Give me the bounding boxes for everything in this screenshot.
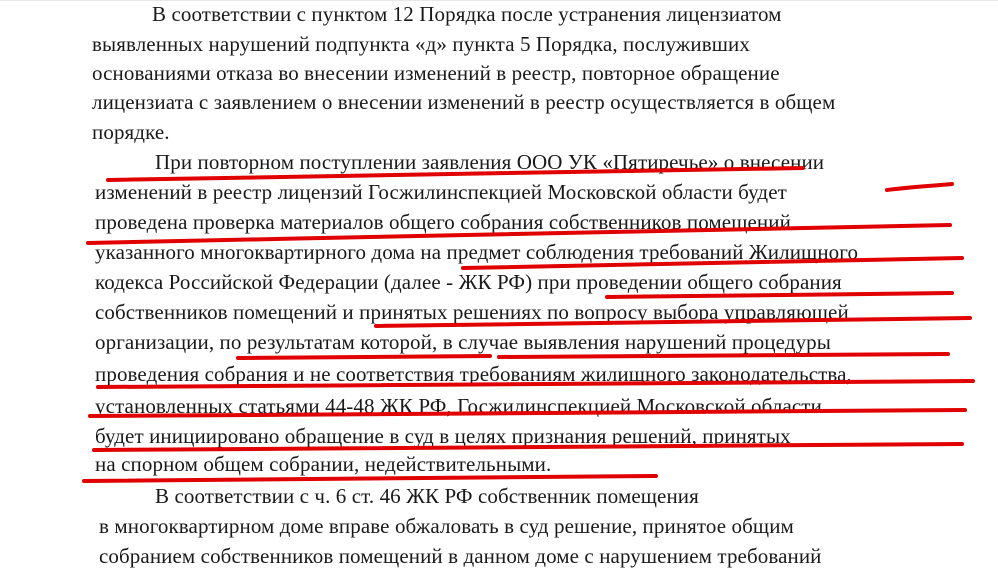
paragraph-1-line-5: порядке. <box>92 120 170 144</box>
underline-12 <box>84 476 656 481</box>
paragraph-3-line-3: собранием собственников помещений в данном доме с нарушением требований <box>99 544 822 568</box>
paragraph-2-line-1: При повторном поступлении заявления ООО УК «Пятиречье» о внесении <box>155 150 825 174</box>
underline-2 <box>887 184 952 190</box>
paragraph-2-line-6: собственников помещений и принятых решениях по вопросу выбора управляющей <box>95 300 849 324</box>
paragraph-2-line-2: изменений в реестр лицензий Госжилинспекцией Московской области будет <box>95 180 787 204</box>
paragraph-2-line-3: проведена проверка материалов общего собрания собственников помещений <box>95 210 791 234</box>
paragraph-1-line-1: В соответствии с пунктом 12 Порядка после устранения лицензиатом <box>152 2 782 26</box>
paragraph-2-line-7: организации, по результатам которой, в случае выявления нарушений процедуры <box>95 330 831 354</box>
underline-7 <box>238 356 490 358</box>
paragraph-1-line-2: выявленных нарушений подпункта «д» пункта 5 Порядка, послуживших <box>92 32 750 56</box>
page-edge <box>0 0 998 1</box>
paragraph-2-line-8: проведения собрания и не соответствия требованиям жилищного законодательства, <box>95 362 852 386</box>
paragraph-1-line-4: лицензиата с заявлением о внесении изменений в реестр осуществляется в общем <box>92 90 836 114</box>
paragraph-2-line-10: будет инициировано обращение в суд в целях признания решений, принятых <box>95 424 791 448</box>
paragraph-2-line-4: указанного многоквартирного дома на предмет соблюдения требований Жилищного <box>95 240 859 264</box>
paragraph-1-line-3: основаниями отказа во внесении изменений в реестр, повторное обращение <box>92 61 780 85</box>
paragraph-2-line-11: на спорном общем собрании, недействительными. <box>95 452 552 476</box>
paragraph-2-line-5: кодекса Российской Федерации (далее - ЖК РФ) при проведении общего собрания <box>95 270 842 294</box>
paragraph-2-line-9: установленных статьями 44-48 ЖК РФ, Госжилинспекцией Московской области <box>95 394 822 418</box>
underline-8 <box>499 354 948 357</box>
paragraph-3-line-2: в многоквартирном доме вправе обжаловать в суд решение, принятое общим <box>99 514 794 538</box>
paragraph-3-line-1: В соответствии с ч. 6 ст. 46 ЖК РФ собственник помещения <box>155 484 699 508</box>
